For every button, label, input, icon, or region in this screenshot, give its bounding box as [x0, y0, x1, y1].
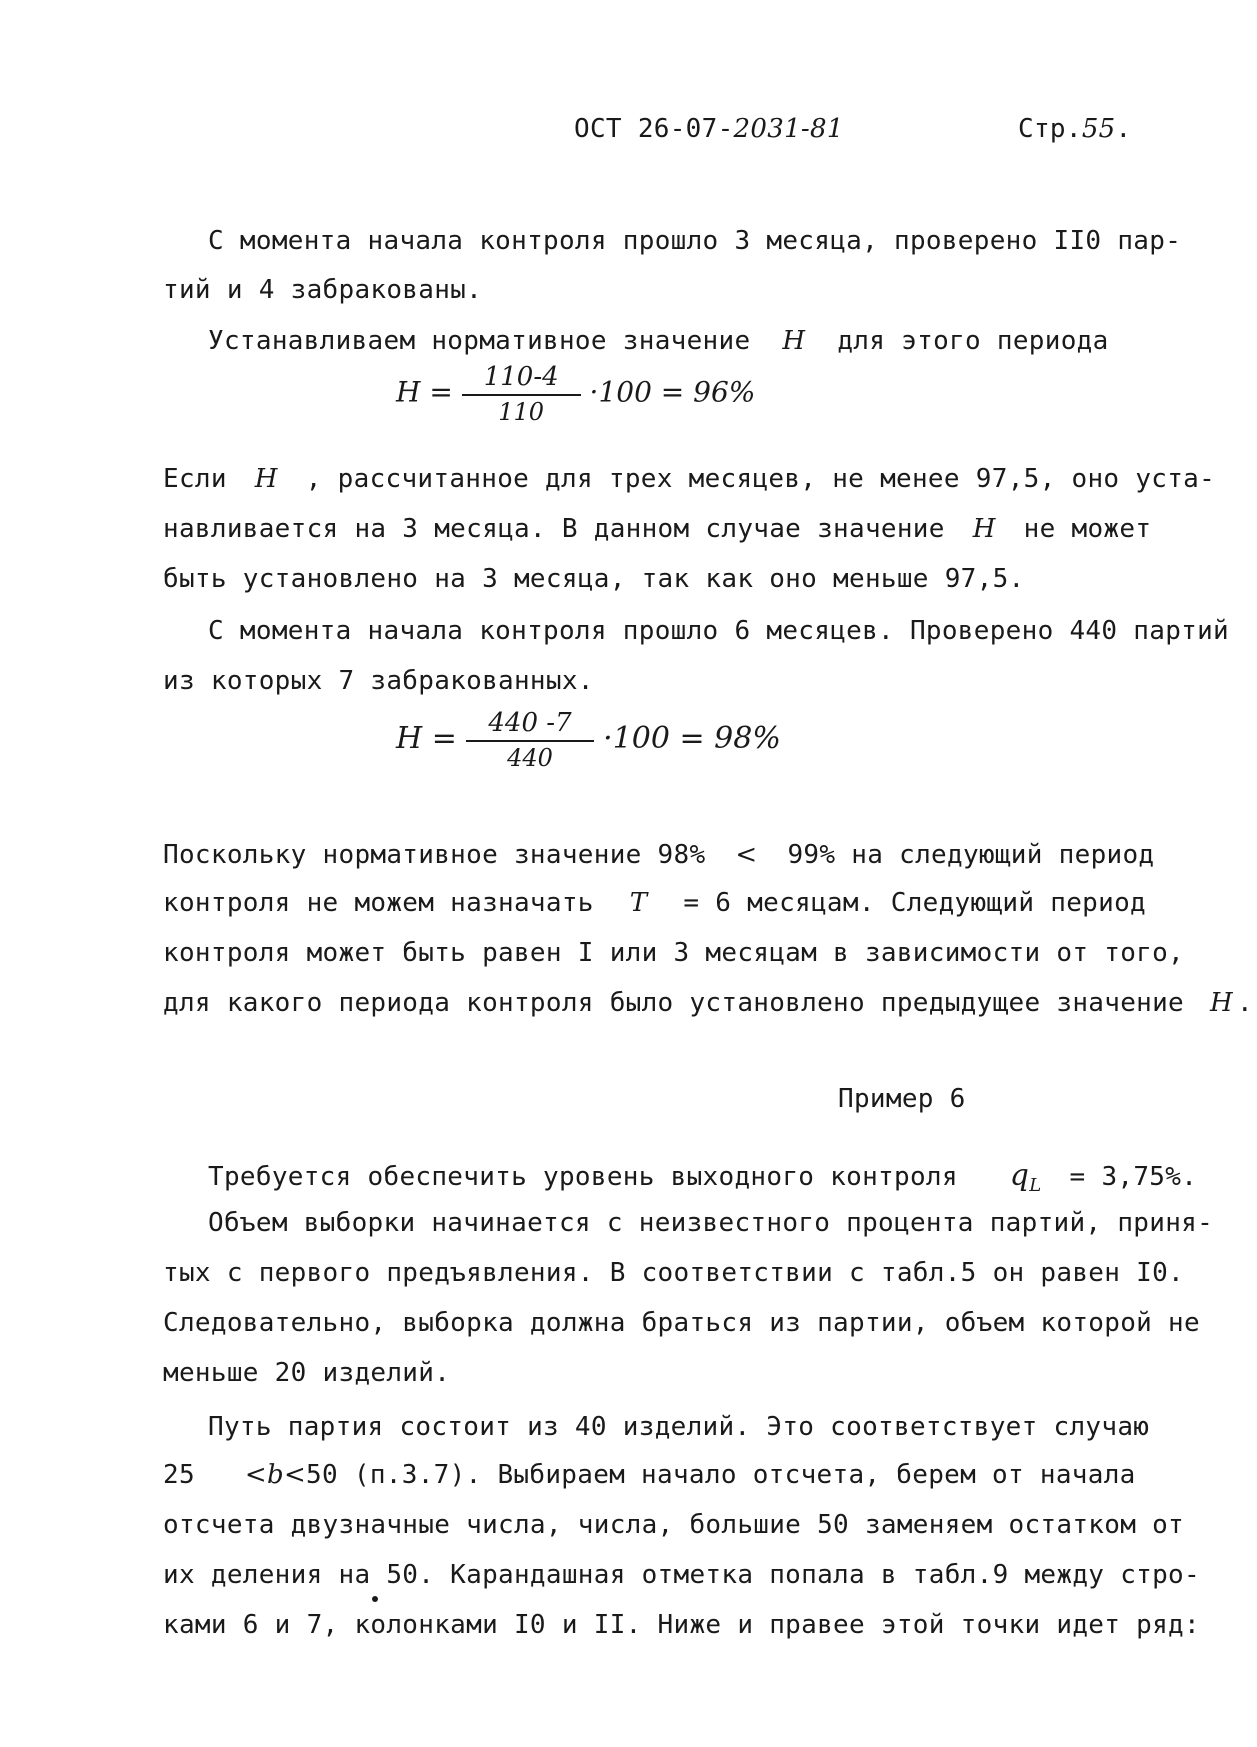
formula-rhs: ·100 = 98%: [603, 721, 781, 756]
text-line: Требуется обеспечить уровень выходного контроля $q_L = 3,75\%$.: [208, 1158, 1198, 1197]
symbol-q: q: [1009, 1158, 1030, 1193]
less-than-symbol: <: [244, 1460, 267, 1490]
formula-lhs: Н =: [396, 721, 457, 756]
text-line: Поскольку нормативное значение 98% < 99% на следующий период: [163, 840, 1155, 870]
fraction-numerator: 440 -7: [466, 708, 593, 742]
less-than-symbol: <: [735, 840, 758, 870]
text-line: Устанавливаем нормативное значение Н для этого периода: [208, 326, 1109, 356]
symbol-H: Н: [782, 326, 806, 356]
formula-1: [396, 362, 755, 426]
text-line: ками 6 и 7, колонками I0 и II. Ниже и правее этой точки идет ряд:: [163, 1610, 1200, 1640]
variable-b: b: [266, 1460, 284, 1490]
example-title: Пример 6: [838, 1084, 966, 1114]
text-line: тий и 4 забракованы.: [163, 275, 483, 305]
symbol-T: Т: [629, 888, 648, 918]
text-line: быть установлено на 3 месяца, так как оно меньше 97,5.: [163, 564, 1025, 594]
fraction-denominator: 110: [498, 398, 545, 426]
symbol-H: Н: [254, 464, 278, 494]
text-line: из которых 7 забракованных.: [163, 666, 594, 696]
symbol-H: Н: [972, 514, 996, 544]
text-line: меньше 20 изделий.: [163, 1358, 451, 1388]
text-line: навливается на 3 месяца. В данном случае значение Н не может: [163, 514, 1152, 544]
text-line: 25 <b<50 (п.3.7). Выбираем начало отсчета, берем от начала: [163, 1460, 1136, 1490]
document-header: [574, 114, 844, 144]
page-number-label: [1018, 114, 1131, 144]
symbol-H: Н: [1209, 988, 1233, 1018]
fraction: [462, 362, 581, 426]
less-than-symbol: <: [283, 1460, 307, 1490]
page-suffix: .: [1115, 114, 1132, 144]
page-label: Стр.: [1018, 114, 1082, 144]
text-line: Если Н , рассчитанное для трех месяцев, не менее 97,5, оно уста-: [163, 464, 1216, 494]
text-line: Путь партия состоит из 40 изделий. Это соответствует случаю: [208, 1412, 1150, 1442]
standard-prefix: ОСТ 26-07-: [574, 114, 734, 144]
fraction-denominator: 440: [507, 744, 553, 772]
text-line: контроля может быть равен I или 3 месяцам в зависимости от того,: [163, 938, 1185, 968]
fraction: [466, 708, 593, 772]
formula-2: [396, 708, 781, 772]
text-line: их деления на 50. Карандашная отметка попала в табл.9 между стро-: [163, 1560, 1200, 1590]
pencil-mark: [372, 1596, 378, 1602]
standard-number: 2031-81: [733, 114, 844, 144]
subscript-L: L: [1029, 1175, 1042, 1197]
formula-rhs: ·100 = 96%: [589, 375, 756, 409]
text-line: тых с первого предъявления. В соответствии с табл.5 он равен I0.: [163, 1258, 1185, 1288]
text-line: отсчета двузначные числа, числа, большие 50 заменяем остатком от: [163, 1510, 1185, 1540]
text-line: контроля не можем назначать Т = 6 месяцам. Следующий период: [163, 888, 1146, 918]
formula-lhs: Н =: [396, 375, 453, 409]
text-line: С момента начала контроля прошло 6 месяцев. Проверено 440 партий: [208, 616, 1230, 646]
text-line: Следовательно, выборка должна браться из партии, объем которой не: [163, 1308, 1200, 1338]
text-line: Объем выборки начинается с неизвестного процента партий, приня-: [208, 1208, 1214, 1238]
fraction-numerator: 110-4: [462, 362, 581, 396]
page-number: 55: [1081, 114, 1116, 144]
text-line: для какого периода контроля было установлено предыдущее значение Н .: [163, 988, 1253, 1018]
text-line: С момента начала контроля прошло 3 месяца, проверено II0 пар-: [208, 226, 1182, 256]
